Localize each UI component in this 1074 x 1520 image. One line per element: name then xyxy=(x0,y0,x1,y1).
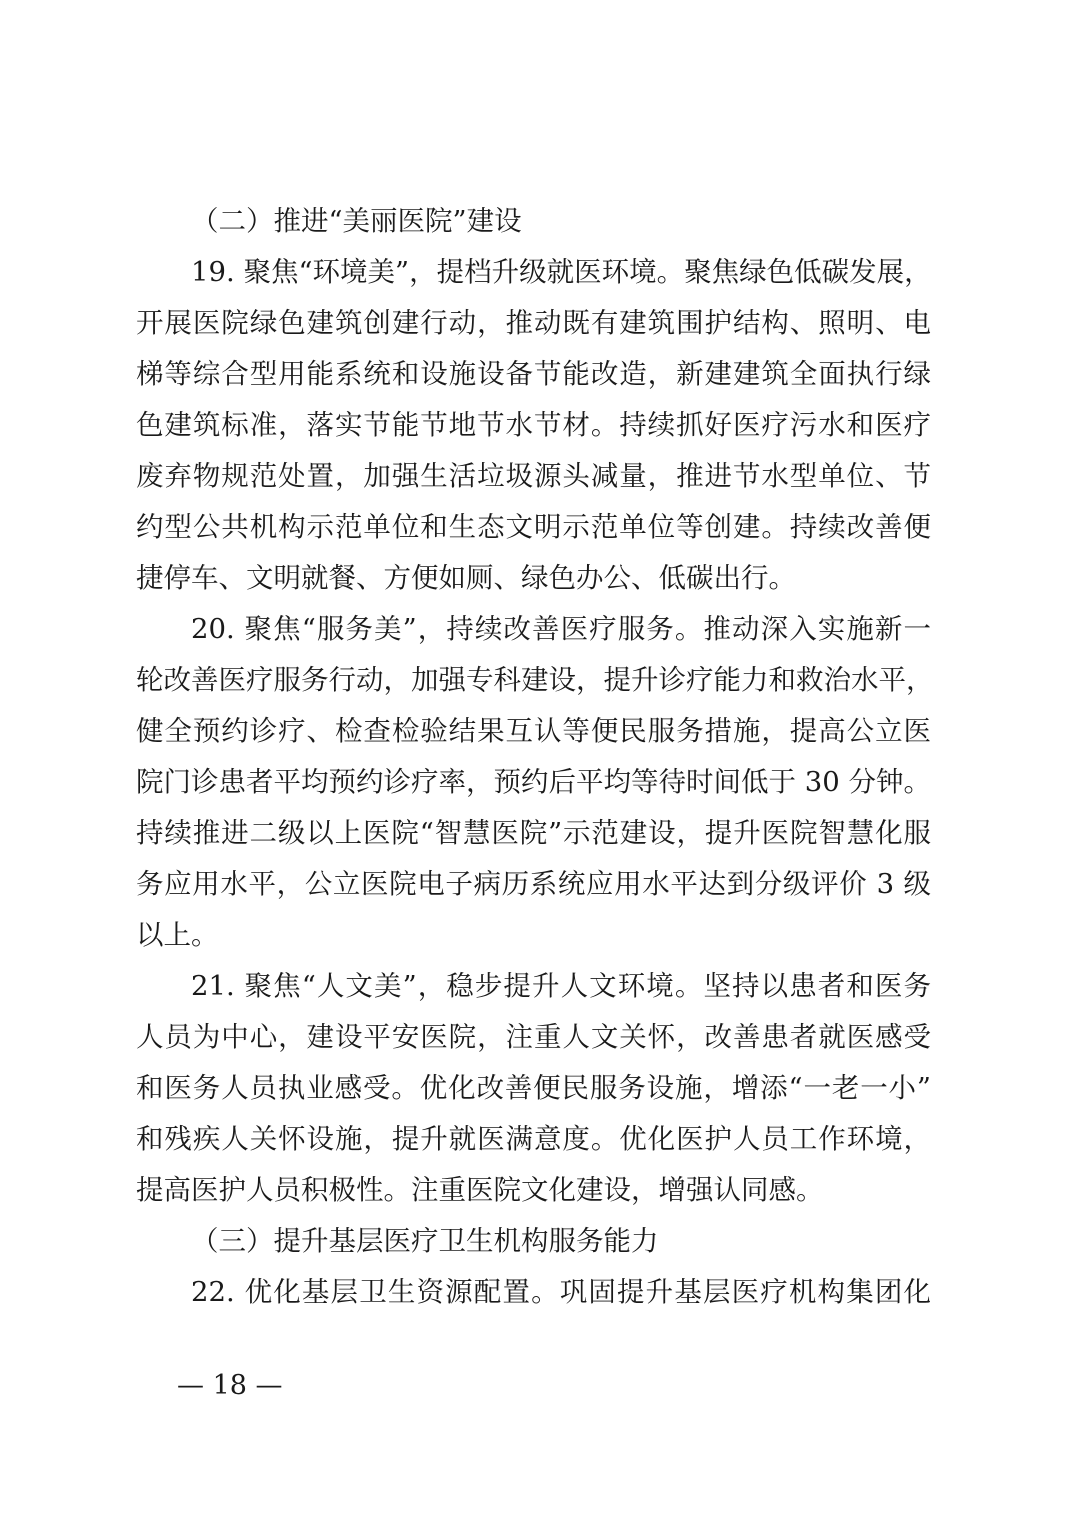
paragraph-line-text: 和残疾人关怀设施，提升就医满意度。优化医护人员工作环境， xyxy=(136,1123,931,1155)
paragraph-line-text: 院门诊患者平均预约诊疗率，预约后平均等待时间低于 30 分钟。 xyxy=(136,766,931,798)
paragraph-line-text: 色建筑标准，落实节能节地节水节材。持续抓好医疗污水和医疗 xyxy=(136,409,931,441)
paragraph-line xyxy=(0,703,1074,759)
paragraph-line-text: 开展医院绿色建筑创建行动，推动既有建筑围护结构、照明、电 xyxy=(136,307,931,339)
paragraph-line-text: 提高医护人员积极性。注重医院文化建设，增强认同感。 xyxy=(136,1174,824,1206)
paragraph-line xyxy=(0,1162,1074,1218)
paragraph-line xyxy=(0,907,1074,963)
page-number: — 18 — xyxy=(177,1370,283,1401)
paragraph-line-text: 废弃物规范处置，加强生活垃圾源头减量，推进节水型单位、节 xyxy=(136,460,931,492)
paragraph-line-text: 21. 聚焦“人文美”，稳步提升人文环境。坚持以患者和医务 xyxy=(191,970,931,1002)
paragraph-line-text: 和医务人员执业感受。优化改善便民服务设施，增添“一老一小” xyxy=(136,1072,931,1104)
paragraph-line xyxy=(0,958,1074,1014)
paragraph-line xyxy=(0,856,1074,912)
paragraph-line-text: 约型公共机构示范单位和生态文明示范单位等创建。持续改善便 xyxy=(136,511,931,543)
paragraph-line xyxy=(0,448,1074,504)
paragraph-line-text: 健全预约诊疗、检查检验结果互认等便民服务措施，提高公立医 xyxy=(136,715,931,747)
paragraph-line xyxy=(0,244,1074,300)
paragraph-line xyxy=(0,1264,1074,1320)
paragraph-line-text: 22. 优化基层卫生资源配置。巩固提升基层医疗机构集团化 xyxy=(191,1276,931,1308)
paragraph-line xyxy=(0,652,1074,708)
paragraph-line xyxy=(0,346,1074,402)
section-heading-2-text: （二）推进“美丽医院”建设 xyxy=(191,205,522,237)
paragraph-line-text: 持续推进二级以上医院“智慧医院”示范建设，提升医院智慧化服 xyxy=(136,817,931,849)
paragraph-line xyxy=(0,1009,1074,1065)
paragraph-line-text: 捷停车、文明就餐、方便如厕、绿色办公、低碳出行。 xyxy=(136,562,796,594)
paragraph-line xyxy=(0,601,1074,657)
section-heading-3 xyxy=(0,1213,1074,1269)
paragraph-line-text: 19. 聚焦“环境美”，提档升级就医环境。聚焦绿色低碳发展， xyxy=(191,256,932,288)
paragraph-line-text: 梯等综合型用能系统和设施设备节能改造，新建建筑全面执行绿 xyxy=(136,358,931,390)
paragraph-line xyxy=(0,499,1074,555)
paragraph-line-text: 人员为中心，建设平安医院，注重人文关怀，改善患者就医感受 xyxy=(136,1021,931,1053)
paragraph-line xyxy=(0,1060,1074,1116)
paragraph-line xyxy=(0,397,1074,453)
paragraph-line-text: 轮改善医疗服务行动，加强专科建设，提升诊疗能力和救治水平， xyxy=(136,664,934,696)
paragraph-line xyxy=(0,805,1074,861)
section-heading-3-text: （三）提升基层医疗卫生机构服务能力 xyxy=(191,1225,659,1257)
paragraph-line-text: 20. 聚焦“服务美”，持续改善医疗服务。推动深入实施新一 xyxy=(191,613,931,645)
paragraph-line xyxy=(0,754,1074,810)
section-heading-2 xyxy=(0,193,1074,249)
paragraph-line xyxy=(0,1111,1074,1167)
paragraph-line-text: 以上。 xyxy=(136,919,219,951)
paragraph-line xyxy=(0,295,1074,351)
paragraph-line xyxy=(0,550,1074,606)
paragraph-line-text: 务应用水平，公立医院电子病历系统应用水平达到分级评价 3 级 xyxy=(136,868,931,900)
